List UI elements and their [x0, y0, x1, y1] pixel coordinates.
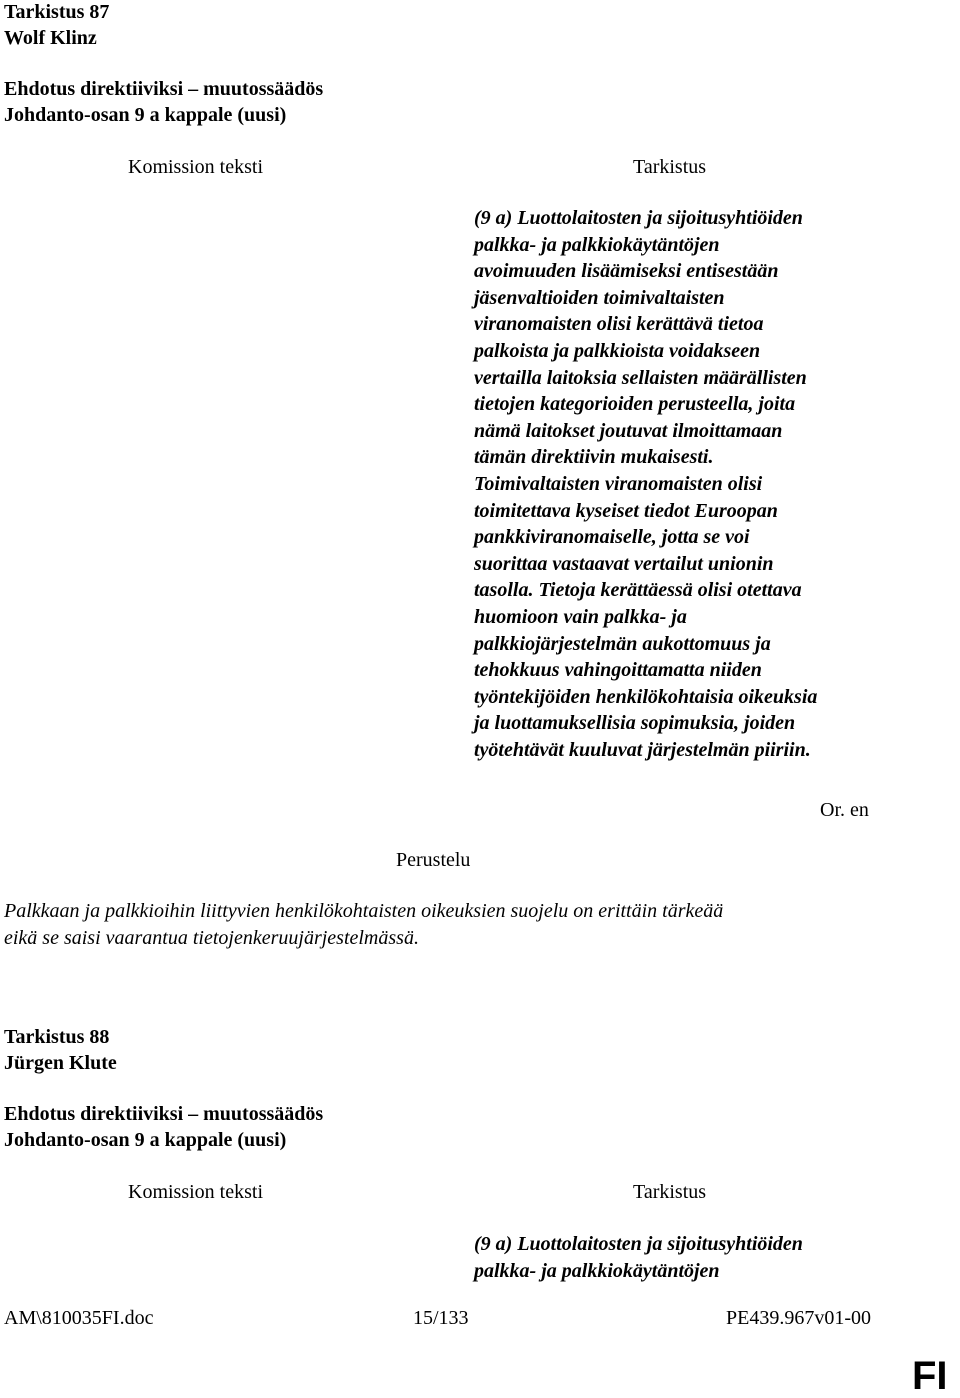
amendment-text-line: (9 a) Luottolaitosten ja sijoitusyhtiöiden: [474, 207, 803, 229]
column-heading-commission-text: Komission teksti: [128, 156, 264, 178]
amendment-text-line: toimitettava kyseiset tiedot Euroopan: [474, 499, 778, 522]
amendment-text-line: palkka- ja palkkiokäytäntöjen: [474, 1259, 720, 1282]
column-heading-amendment: Tarkistus: [633, 1181, 707, 1203]
amendment-text-line: tasolla. Tietoja kerättäessä olisi otettava: [474, 579, 802, 602]
amendment-author: Jürgen Klute: [4, 1052, 117, 1074]
justification-line: eikä se saisi vaarantua tietojenkeruujärjestelmässä.: [4, 926, 419, 949]
amendment-text: [474, 205, 894, 763]
footer-pe-ref: PE439.967v01-00: [726, 1307, 871, 1329]
amendment-text-line: suorittaa vastaavat vertailut unionin: [474, 552, 774, 575]
amendment-text-line: tehokkuus vahingoittamatta niiden: [474, 659, 762, 682]
justification-heading: Perustelu: [396, 849, 471, 871]
amendment-text-line: viranomaisten olisi kerättävä tietoa: [474, 313, 764, 336]
amendment-text-line: nämä laitokset joutuvat ilmoittamaan: [474, 419, 783, 442]
amendment-text-line: jäsenvaltioiden toimivaltaisten: [474, 286, 725, 309]
amendment-text-line: tämän direktiivin mukaisesti.: [474, 446, 714, 469]
amendment-number: Tarkistus 87: [4, 1, 110, 23]
column-heading-amendment: Tarkistus: [633, 156, 707, 178]
amendment-text-line: työtehtävät kuuluvat järjestelmän piiriin.: [474, 738, 811, 761]
amendment-text-line: ja luottamuksellisia sopimuksia, joiden: [474, 712, 796, 735]
amendment-text-line: (9 a) Luottolaitosten ja sijoitusyhtiöiden: [474, 1233, 803, 1255]
proposal-title: Ehdotus direktiiviksi – muutossäädös: [4, 78, 324, 100]
amendment-number: Tarkistus 88: [4, 1026, 110, 1048]
proposal-title: Ehdotus direktiiviksi – muutossäädös: [4, 1103, 324, 1125]
language-tag: FI: [912, 1354, 948, 1398]
footer-page-number: 15/133: [413, 1307, 469, 1329]
amendment-text-line: työntekijöiden henkilökohtaisia oikeuksia: [474, 685, 818, 708]
column-heading-commission-text: Komission teksti: [128, 1181, 264, 1203]
amendment-text-line: palkkiojärjestelmän aukottomuus ja: [474, 632, 771, 655]
justification-line: Palkkaan ja palkkioihin liittyvien henkilökohtaisten oikeuksien suojelu on erittäin tärkeää: [4, 900, 724, 922]
amendment-text: [474, 1231, 894, 1284]
original-language: Or. en: [820, 799, 869, 821]
proposal-location: Johdanto-osan 9 a kappale (uusi): [4, 104, 287, 126]
amendment-text-line: huomioon vain palkka- ja: [474, 605, 687, 628]
amendment-author: Wolf Klinz: [4, 27, 97, 49]
footer-doc-ref: AM\810035FI.doc: [4, 1307, 154, 1329]
amendment-text-line: palkoista ja palkkioista voidakseen: [474, 339, 761, 362]
justification-text: [4, 898, 904, 951]
amendment-text-line: palkka- ja palkkiokäytäntöjen: [474, 233, 720, 256]
amendment-text-line: pankkiviranomaiselle, jotta se voi: [474, 526, 750, 549]
proposal-location: Johdanto-osan 9 a kappale (uusi): [4, 1129, 287, 1151]
amendment-text-line: tietojen kategorioiden perusteella, joita: [474, 393, 796, 416]
amendment-text-line: avoimuuden lisäämiseksi entisestään: [474, 260, 779, 283]
amendment-text-line: Toimivaltaisten viranomaisten olisi: [474, 472, 763, 495]
amendment-text-line: vertailla laitoksia sellaisten määrällisten: [474, 366, 807, 389]
